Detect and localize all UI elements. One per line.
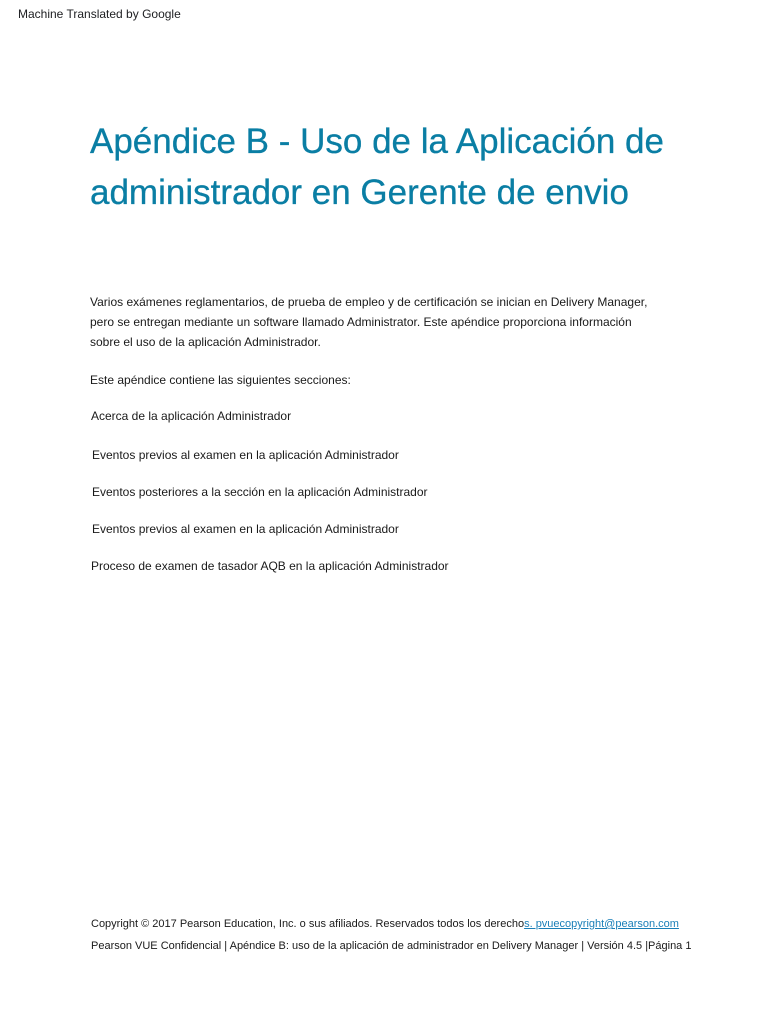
intro-paragraph: Varios exámenes reglamentarios, de prueba de empleo y de certificación se inician en Delivery Manager, pero se entregan mediante un software llamado Administrator. Este apéndice proporciona información sobre el uso de la aplicación Administrador. (90, 295, 648, 349)
footer-confidential: Pearson VUE Confidencial | Apéndice B: uso de la aplicación de administrador en Delivery Manager | Versión 4.5 |Página 1 (91, 940, 692, 952)
copyright-text: Copyright © 2017 Pearson Education, Inc. o sus afiliados. Reservados todos los derecho (91, 918, 525, 930)
footer-copyright (91, 918, 679, 930)
page-title: Apéndice B - Uso de la Aplicación de administrador en Gerente de envio (90, 122, 664, 212)
copyright-email-link[interactable]: s. pvuecopyright@pearson.com (524, 918, 679, 930)
section-item: Eventos previos al examen en la aplicación Administrador (92, 522, 399, 536)
sections-intro: Este apéndice contiene las siguientes secciones: (90, 373, 351, 387)
section-item: Eventos posteriores a la sección en la aplicación Administrador (92, 485, 428, 499)
section-item: Acerca de la aplicación Administrador (91, 409, 292, 423)
machine-translation-banner: Machine Translated by Google (18, 7, 181, 21)
section-item: Eventos previos al examen en la aplicación Administrador (92, 448, 399, 462)
section-item: Proceso de examen de tasador AQB en la aplicación Administrador (91, 559, 449, 573)
